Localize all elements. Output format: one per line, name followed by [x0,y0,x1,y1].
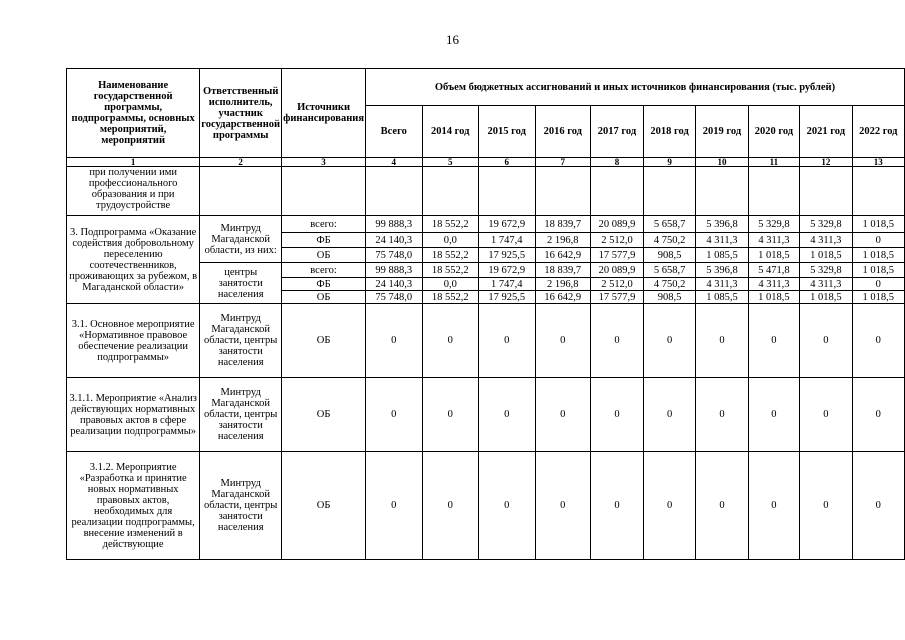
budget-table [66,68,905,560]
column-number: 4 [366,158,423,167]
cell-value: 24 140,3 [366,233,423,248]
cell-value: 0,0 [422,233,479,248]
row-executor: Минтруд Магаданской области, из них: [200,216,282,263]
cell-value: 1 085,5 [696,248,748,263]
column-number: 11 [748,158,799,167]
cell-value: 5 658,7 [643,263,695,278]
table-row [67,167,905,216]
cell-value: 0 [422,452,479,560]
column-numbers-row [67,158,905,167]
header-group-funding: Объем бюджетных ассигнований и иных источников финансирования (тыс. рублей) [366,69,905,106]
cell-value: 2 512,0 [591,278,644,291]
cell-value: 4 311,3 [696,278,748,291]
cell-value: 0 [366,452,423,560]
cell-value: 17 577,9 [591,291,644,304]
row-source: ОБ [282,291,366,304]
header-year: 2016 год [535,106,591,158]
row-name: при получении ими профессионального образования и при трудоустройстве [67,167,200,216]
cell-value: 2 196,8 [535,278,591,291]
column-number: 6 [479,158,536,167]
row-executor: Минтруд Магаданской области, центры занятости населения [200,452,282,560]
cell-value: 4 750,2 [643,278,695,291]
column-number: 3 [282,158,366,167]
cell-value: 0 [366,304,423,378]
column-number: 7 [535,158,591,167]
cell-value: 0 [748,378,799,452]
table-row [67,216,905,233]
cell-value: 75 748,0 [366,291,423,304]
cell-value: 1 018,5 [852,216,904,233]
cell-value: 0 [852,304,904,378]
cell-value: 5 658,7 [643,216,695,233]
cell-value: 0 [366,378,423,452]
cell-value: 908,5 [643,291,695,304]
cell-value: 1 018,5 [748,248,799,263]
cell-value: 75 748,0 [366,248,423,263]
cell-value: 5 329,8 [800,263,852,278]
cell-value: 0 [591,304,644,378]
cell-value: 1 018,5 [852,248,904,263]
cell-value: 17 577,9 [591,248,644,263]
cell-value: 2 196,8 [535,233,591,248]
cell-value: 2 512,0 [591,233,644,248]
column-number: 1 [67,158,200,167]
cell-value: 5 396,8 [696,216,748,233]
cell-value: 4 750,2 [643,233,695,248]
cell-value: 20 089,9 [591,263,644,278]
cell-value: 1 085,5 [696,291,748,304]
cell-value: 18 552,2 [422,291,479,304]
cell-value: 1 018,5 [748,291,799,304]
cell-value: 0 [535,378,591,452]
cell-value: 1 018,5 [852,291,904,304]
header-year: 2014 год [422,106,479,158]
header-year: 2021 год [800,106,852,158]
header-row-1 [67,69,905,106]
header-col-name: Наименование государственной программы, подпрограммы, основных мероприятий, мероприятий [67,69,200,158]
row-source: ФБ [282,233,366,248]
row-source: ОБ [282,452,366,560]
cell-value: 4 311,3 [748,233,799,248]
cell-value: 0 [696,452,748,560]
cell-value: 0 [422,378,479,452]
cell-value: 0 [800,452,852,560]
row-name: 3.1.1. Мероприятие «Анализ действующих нормативных правовых актов в сфере реализации подпрограммы» [67,378,200,452]
cell-value: 0 [479,378,536,452]
header-year: 2017 год [591,106,644,158]
cell-value: 0 [696,378,748,452]
cell-value: 24 140,3 [366,278,423,291]
table-row [67,452,905,560]
column-number: 12 [800,158,852,167]
cell-value: 18 839,7 [535,216,591,233]
cell-value: 0 [643,452,695,560]
cell-value: 0,0 [422,278,479,291]
column-number: 9 [643,158,695,167]
row-source: всего: [282,216,366,233]
cell-value: 16 642,9 [535,291,591,304]
cell-value: 5 471,8 [748,263,799,278]
row-name: 3.1.2. Мероприятие «Разработка и принятие новых нормативных правовых актов, необходимых для реализации подпрограммы, внесение изменений в действующие [67,452,200,560]
row-source: ОБ [282,248,366,263]
header-col-executor: Ответственный исполнитель, участник государственной программы [200,69,282,158]
header-year: 2020 год [748,106,799,158]
cell-value: 0 [535,304,591,378]
cell-value: 0 [535,452,591,560]
cell-value: 19 672,9 [479,216,536,233]
header-year: 2018 год [643,106,695,158]
column-number: 8 [591,158,644,167]
cell-value: 18 552,2 [422,248,479,263]
cell-value: 0 [748,304,799,378]
cell-value: 20 089,9 [591,216,644,233]
table-row [67,378,905,452]
cell-value: 16 642,9 [535,248,591,263]
cell-value: 0 [643,378,695,452]
cell-value: 0 [696,304,748,378]
column-number: 10 [696,158,748,167]
cell-value: 99 888,3 [366,216,423,233]
cell-value: 0 [852,278,904,291]
row-source: ОБ [282,378,366,452]
header-year: Всего [366,106,423,158]
row-name: 3. Подпрограмма «Оказание содействия добровольному переселению соотечественников, проживающих за рубежом, в Магаданской области» [67,216,200,304]
page-number: 16 [446,32,459,47]
cell-value: 0 [800,304,852,378]
column-number: 5 [422,158,479,167]
header-year: 2015 год [479,106,536,158]
cell-value: 1 018,5 [800,248,852,263]
cell-value: 1 747,4 [479,278,536,291]
cell-value: 18 552,2 [422,263,479,278]
cell-value: 18 552,2 [422,216,479,233]
row-executor: центры занятости населения [200,263,282,304]
cell-value: 0 [591,452,644,560]
cell-value: 19 672,9 [479,263,536,278]
cell-value: 0 [422,304,479,378]
table-row [67,304,905,378]
cell-value: 5 396,8 [696,263,748,278]
cell-value: 0 [852,452,904,560]
column-number: 13 [852,158,904,167]
cell-value: 0 [643,304,695,378]
cell-value: 4 311,3 [748,278,799,291]
row-source: ОБ [282,304,366,378]
cell-value: 0 [479,452,536,560]
cell-value: 99 888,3 [366,263,423,278]
row-source: всего: [282,263,366,278]
cell-value: 908,5 [643,248,695,263]
cell-value: 0 [852,233,904,248]
cell-value: 17 925,5 [479,248,536,263]
header-year: 2019 год [696,106,748,158]
header-year: 2022 год [852,106,904,158]
cell-value: 18 839,7 [535,263,591,278]
row-executor: Минтруд Магаданской области, центры занятости населения [200,304,282,378]
cell-value: 0 [852,378,904,452]
row-executor: Минтруд Магаданской области, центры занятости населения [200,378,282,452]
cell-value: 0 [479,304,536,378]
cell-value: 0 [800,378,852,452]
row-name: 3.1. Основное мероприятие «Нормативное правовое обеспечение реализации подпрограммы» [67,304,200,378]
cell-value: 1 018,5 [800,291,852,304]
header-col-source: Источники финансирования [282,69,366,158]
cell-value: 0 [748,452,799,560]
cell-value: 5 329,8 [800,216,852,233]
cell-value: 17 925,5 [479,291,536,304]
column-number: 2 [200,158,282,167]
cell-value: 0 [591,378,644,452]
cell-value: 1 018,5 [852,263,904,278]
row-source: ФБ [282,278,366,291]
cell-value: 4 311,3 [696,233,748,248]
cell-value: 5 329,8 [748,216,799,233]
cell-value: 4 311,3 [800,278,852,291]
cell-value: 1 747,4 [479,233,536,248]
cell-value: 4 311,3 [800,233,852,248]
